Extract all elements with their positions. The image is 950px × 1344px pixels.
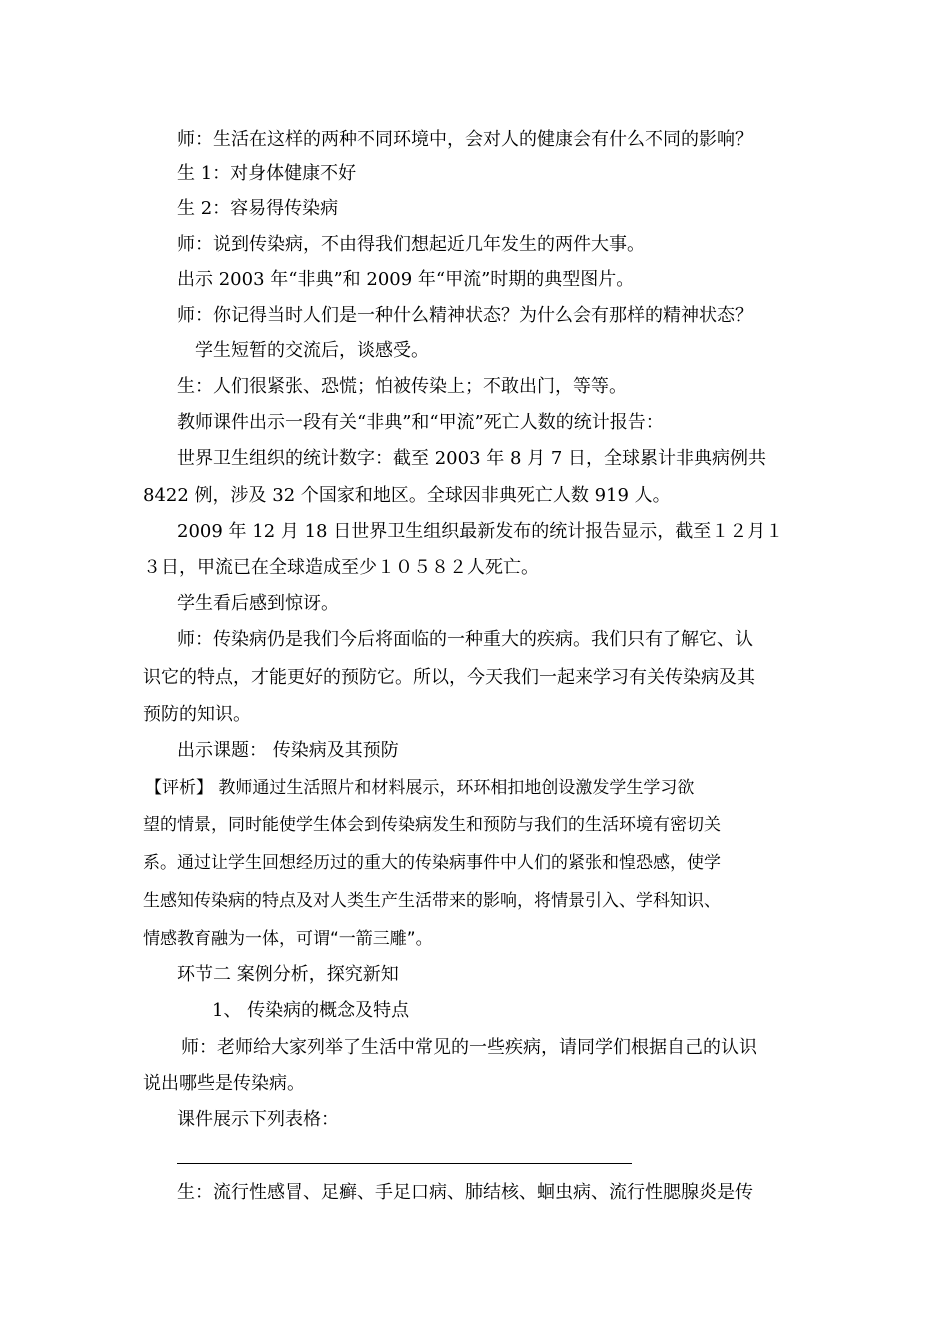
table-top-rule [177, 1163, 632, 1164]
text-line: 学生短暂的交流后，谈感受。 [195, 340, 429, 361]
text-line: 师：老师给大家列举了生活中常见的一些疾病，请同学们根据自己的认识 [181, 1037, 757, 1058]
text-line: 生：人们很紧张、恐慌；怕被传染上；不敢出门，等等。 [177, 376, 627, 397]
text-line: 8422 例，涉及 32 个国家和地区。全球因非典死亡人数 919 人。 [143, 485, 671, 506]
commentary-line: 系。通过让学生回想经历过的重大的传染病事件中人们的紧张和惶恐感，使学 [143, 853, 721, 873]
text-line: 说出哪些是传染病。 [143, 1073, 305, 1094]
text-line: 识它的特点，才能更好的预防它。所以，今天我们一起来学习有关传染病及其 [143, 667, 755, 688]
text-line: 出示 2003 年“非典”和 2009 年“甲流”时期的典型图片。 [177, 269, 635, 290]
commentary-line: 望的情景，同时能使学生体会到传染病发生和预防与我们的生活环境有密切关 [143, 815, 721, 835]
commentary-line: 【评析】 教师通过生活照片和材料展示，环环相扣地创设激发学生学习欲 [145, 778, 695, 798]
text-line: 教师课件出示一段有关“非典”和“甲流”死亡人数的统计报告： [177, 412, 664, 433]
commentary-line: 生感知传染病的特点及对人类生产生活带来的影响，将情景引入、学科知识、 [143, 891, 721, 911]
text-line: 生 1：对身体健康不好 [177, 163, 357, 184]
text-line: 出示课题： 传染病及其预防 [177, 740, 399, 761]
subsection-heading: 1、 传染病的概念及特点 [212, 1000, 410, 1021]
commentary-line: 情感教育融为一体，可谓“一箭三雕”。 [143, 929, 433, 949]
text-line: 师：你记得当时人们是一种什么精神状态？为什么会有那样的精神状态？ [177, 305, 753, 326]
text-line: 师：传染病仍是我们今后将面临的一种重大的疾病。我们只有了解它、认 [177, 629, 753, 650]
text-line: 师：生活在这样的两种不同环境中，会对人的健康会有什么不同的影响？ [177, 129, 753, 150]
text-line: 师：说到传染病，不由得我们想起近几年发生的两件大事。 [177, 234, 645, 255]
text-line: 预防的知识。 [143, 704, 251, 725]
text-line: 生 2：容易得传染病 [177, 198, 339, 219]
text-line: 世界卫生组织的统计数字：截至 2003 年 8 月 7 日，全球累计非典病例共 [177, 448, 767, 469]
text-line: ３日，甲流已在全球造成至少１０５８２人死亡。 [143, 557, 539, 578]
text-line: 学生看后感到惊讶。 [177, 593, 339, 614]
text-line: 生：流行性感冒、足癣、手足口病、肺结核、蛔虫病、流行性腮腺炎是传 [177, 1182, 753, 1203]
section-heading: 环节二 案例分析，探究新知 [177, 964, 399, 985]
text-line: 2009 年 12 月 18 日世界卫生组织最新发布的统计报告显示，截至１２月１ [177, 521, 784, 542]
text-line: 课件展示下列表格： [177, 1109, 339, 1130]
